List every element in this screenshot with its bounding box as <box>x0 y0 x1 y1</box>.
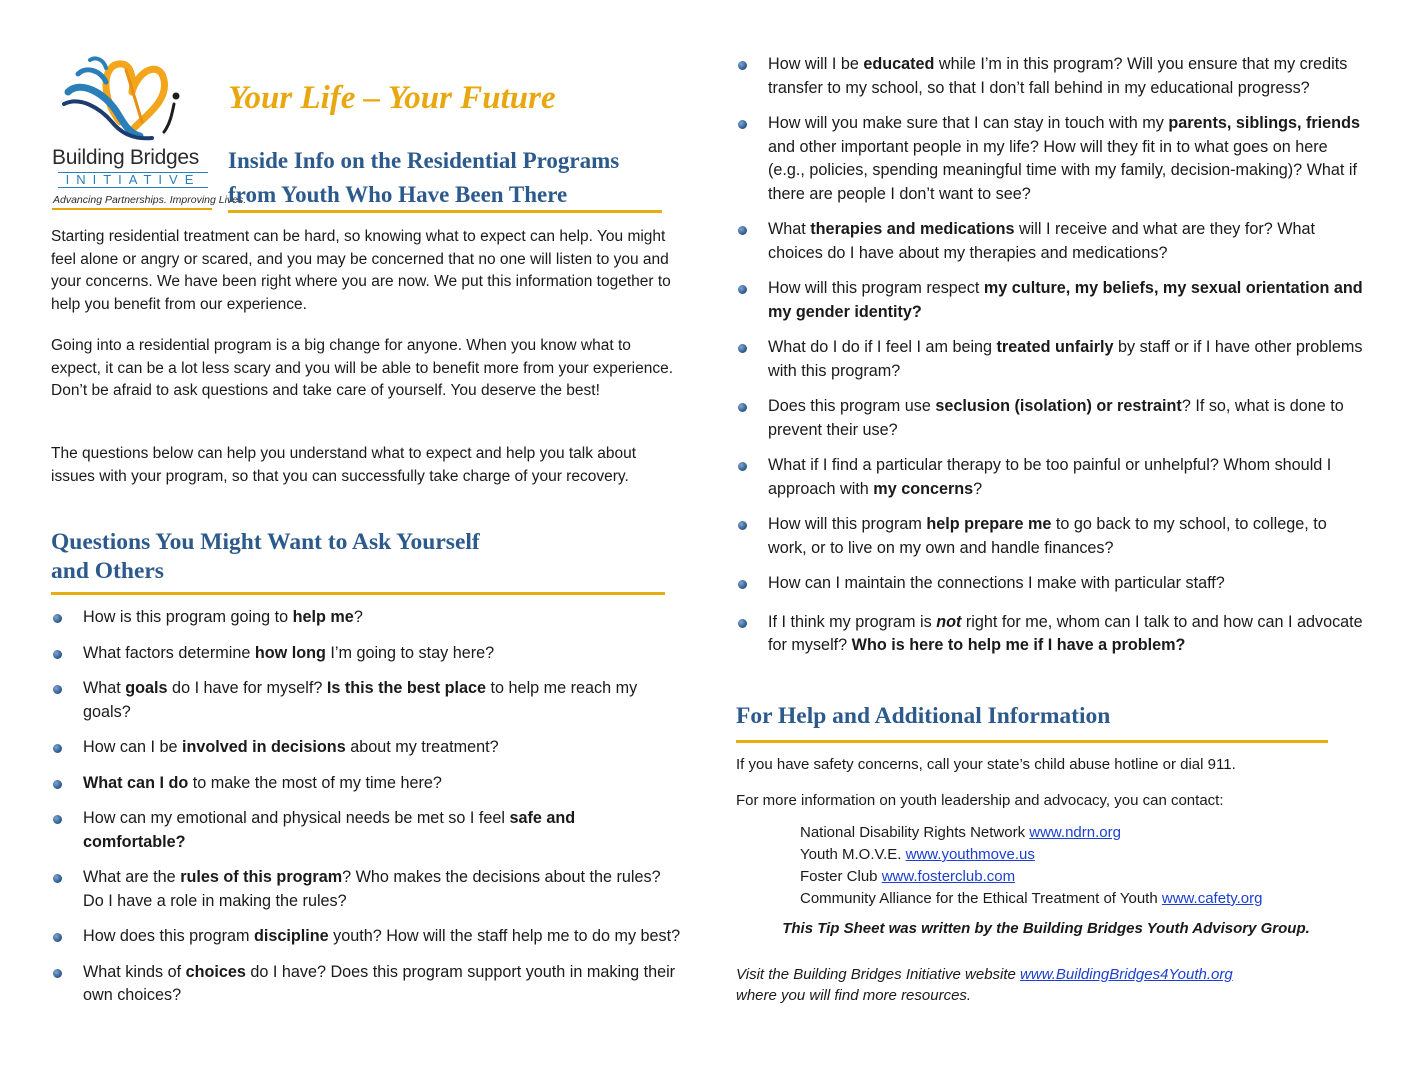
page-subtitle <box>228 144 698 212</box>
questions-heading <box>51 528 611 586</box>
list-item: If I think my program is not right for me, whom can I talk to and how can I advocate for myself? Who is here to help me if I have a problem? <box>736 611 1368 658</box>
list-item: What if I find a particular therapy to be too painful or unhelpful? Whom should I approach with my concerns? <box>736 454 1368 501</box>
list-item: How will this program respect my culture, my beliefs, my sexual orientation and my gender identity? <box>736 277 1368 324</box>
building-bridges-link[interactable]: www.BuildingBridges4Youth.org <box>1020 966 1233 983</box>
safety-text: If you have safety concerns, call your state’s child abuse hotline or dial 911. <box>736 756 1236 773</box>
bullet-icon <box>738 619 747 628</box>
cafety-link[interactable]: www.cafety.org <box>1161 890 1263 907</box>
list-item: Does this program use seclusion (isolation) or restraint? If so, what is done to prevent their use? <box>736 395 1368 442</box>
bullet-icon <box>738 344 747 353</box>
bullet-icon <box>53 685 62 694</box>
contact-item: Community Alliance for the Ethical Treatment of Youth www.cafety.org <box>800 890 1263 907</box>
contact-item: National Disability Rights Network www.ndrn.org <box>800 824 1121 841</box>
list-item: What do I do if I feel I am being treated unfairly by staff or if I have other problems with this program? <box>736 336 1368 383</box>
list-item: What can I do to make the most of my time here? <box>51 772 681 796</box>
subtitle-line-2: from Youth Who Have Been There <box>228 182 568 207</box>
list-item: How will this program help prepare me to go back to my school, to college, to work, or to live on my own and handle finances? <box>736 513 1368 560</box>
intro-paragraph-2: Going into a residential program is a big change for anyone. When you know what to expect, it can be a lot less scary and you will be able to benefit more from your experience. Don’t be afraid to ask questions and take care of yourself. You deserve the best! <box>51 337 674 399</box>
list-item: How does this program discipline youth? How will the staff help me to do my best? <box>51 925 681 949</box>
bullet-icon <box>53 874 62 883</box>
help-heading-rule <box>736 740 1328 743</box>
bullet-icon <box>738 226 747 235</box>
bullet-icon <box>738 521 747 530</box>
fosterclub-link[interactable]: www.fosterclub.com <box>881 868 1016 885</box>
bullet-icon <box>53 744 62 753</box>
bullet-icon <box>53 650 62 659</box>
left-question-list <box>51 606 681 1008</box>
list-item: How can I maintain the connections I make with particular staff? <box>736 572 1368 596</box>
right-question-list <box>736 53 1368 658</box>
bullet-icon <box>53 815 62 824</box>
help-heading: For Help and Additional Information <box>736 703 1111 729</box>
questions-heading-rule <box>51 592 665 595</box>
list-item: What kinds of choices do I have? Does this program support youth in making their own choices? <box>51 961 681 1008</box>
bullet-icon <box>53 969 62 978</box>
contact-list <box>800 822 1380 910</box>
list-item: How is this program going to help me? <box>51 606 681 630</box>
list-item: How can I be involved in decisions about my treatment? <box>51 736 681 760</box>
contact-item: Foster Club www.fosterclub.com <box>800 868 1016 885</box>
bullet-icon <box>738 120 747 129</box>
bullet-icon <box>53 780 62 789</box>
bullet-icon <box>738 403 747 412</box>
logo-initiative: INITIATIVE <box>58 172 208 188</box>
logo-tagline: Advancing Partnerships. Improving Lives. <box>53 194 247 206</box>
subtitle-line-1: Inside Info on the Residential Programs <box>228 148 620 173</box>
header-rule <box>228 210 662 213</box>
more-info-text: For more information on youth leadership and advocacy, you can contact: <box>736 792 1224 809</box>
bullet-icon <box>738 285 747 294</box>
youthmove-link[interactable]: www.youthmove.us <box>905 846 1035 863</box>
questions-heading-line-2: and Others <box>51 558 164 584</box>
contact-item: Youth M.O.V.E. www.youthmove.us <box>800 846 1035 863</box>
questions-heading-line-1: Questions You Might Want to Ask Yourself <box>51 529 480 555</box>
intro-paragraph-3: The questions below can help you understand what to expect and help you talk about issues with your program, so that you can successfully take charge of your recovery. <box>51 445 637 485</box>
visit-text: Visit the Building Bridges Initiative website www.BuildingBridges4Youth.org where you will find more resources. <box>736 966 1233 1004</box>
bullet-icon <box>738 462 747 471</box>
list-item: What therapies and medications will I receive and what are they for? What choices do I have about my therapies and medications? <box>736 218 1368 265</box>
page-title: Your Life – Your Future <box>228 80 556 116</box>
bullet-icon <box>738 580 747 589</box>
bullet-icon <box>53 933 62 942</box>
bullet-icon <box>738 61 747 70</box>
bullet-icon <box>53 614 62 623</box>
building-bridges-logo-icon <box>60 52 190 152</box>
logo-name: Building Bridges <box>52 146 199 169</box>
intro-paragraph-1: Starting residential treatment can be hard, so knowing what to expect can help. You might feel alone or angry or scared, and you may be concerned that no one will listen to you and your concerns. We have been right where you are now. We put this information together to help you benefit from our experience. <box>51 228 671 313</box>
list-item: How will you make sure that I can stay in touch with my parents, siblings, friends and other important people in my life? How will they fit in to what goes on here (e.g., policies, spending meaningful time with my family, decision-making)? What if there are people I don’t want to see? <box>736 112 1368 206</box>
list-item: What factors determine how long I’m going to stay here? <box>51 642 681 666</box>
logo-tagline-rule <box>52 208 212 210</box>
list-item: How can my emotional and physical needs be met so I feel safe and comfortable? <box>51 807 681 854</box>
credit-text: This Tip Sheet was written by the Building Bridges Youth Advisory Group. <box>782 920 1310 937</box>
list-item: How will I be educated while I’m in this program? Will you ensure that my credits transfer to my school, so that I don’t fall behind in my educational progress? <box>736 53 1368 100</box>
list-item: What goals do I have for myself? Is this the best place to help me reach my goals? <box>51 677 681 724</box>
ndrn-link[interactable]: www.ndrn.org <box>1029 824 1121 841</box>
list-item: What are the rules of this program? Who makes the decisions about the rules? Do I have a role in making the rules? <box>51 866 681 913</box>
